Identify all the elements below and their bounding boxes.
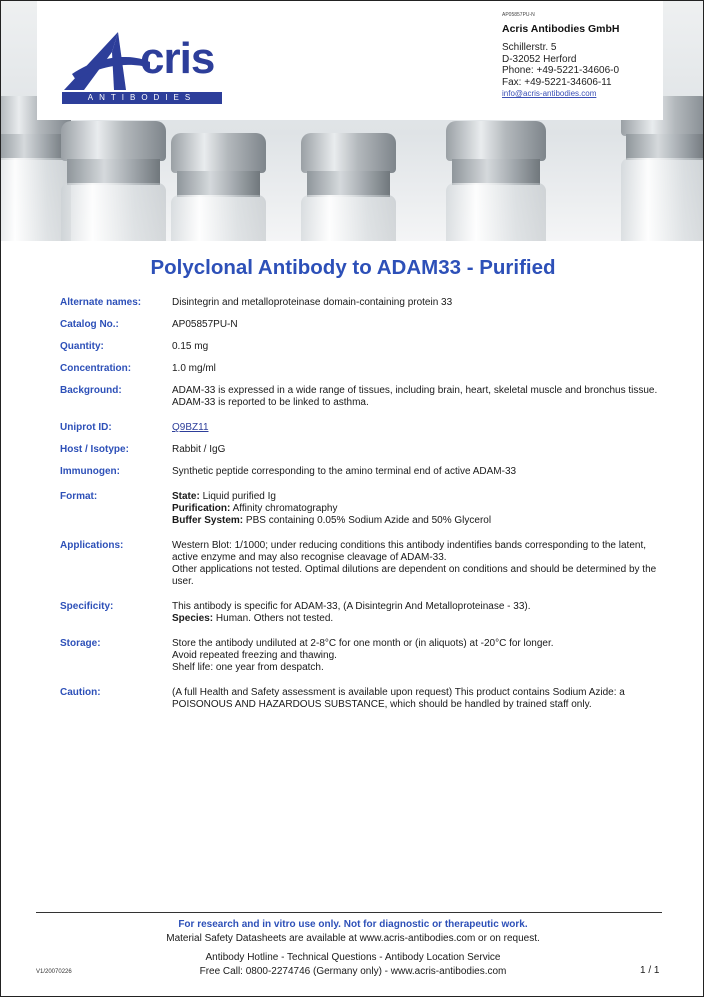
format-purification-key: Purification: (172, 503, 231, 514)
storage-line: Avoid repeated freezing and thawing. (172, 650, 337, 661)
company-block (502, 12, 672, 98)
field-caution (60, 687, 665, 711)
company-name: Acris Antibodies GmbH (502, 23, 620, 35)
format-buffer-key: Buffer System: (172, 515, 244, 526)
field-quantity (60, 341, 665, 353)
field-host (60, 444, 665, 456)
page-number: 1 / 1 (640, 965, 660, 976)
field-value: Disintegrin and metalloproteinase domain-containing protein 33 (172, 297, 453, 308)
field-uniprot (60, 422, 665, 434)
field-label: Applications: (60, 540, 124, 551)
field-label: Catalog No.: (60, 319, 119, 330)
field-label: Format: (60, 491, 98, 502)
free-call-text: Free Call: 0800-2274746 (Germany only) - www.acris-antibodies.com (199, 966, 507, 977)
uniprot-link[interactable]: Q9BZ11 (172, 422, 209, 433)
field-format (60, 491, 665, 527)
address-line: D-32052 Herford (502, 53, 577, 65)
phone-line: Phone: +49-5221-34606-0 (502, 65, 620, 76)
applications-line: Western Blot: 1/1000; under reducing conditions this antibody indentifies bands corresponding to the latent, active enzyme and may also recognise cleavage of ADAM-33. (172, 540, 647, 563)
species-key: Species: (172, 613, 214, 624)
field-immunogen (60, 466, 665, 478)
field-value: Synthetic peptide corresponding to the amino terminal end of active ADAM-33 (172, 466, 517, 477)
fax-line: Fax: +49-5221-34606-11 (502, 76, 612, 88)
logo-a-mark-icon (62, 24, 152, 94)
field-value: 1.0 mg/ml (172, 363, 216, 374)
field-applications (60, 540, 665, 588)
field-label: Immunogen: (60, 466, 120, 477)
footer-divider (36, 912, 662, 913)
field-value: 0.15 mg (172, 341, 209, 352)
field-label: Specificity: (60, 601, 114, 612)
field-value: ADAM-33 is expressed in a wide range of tissues, including brain, heart, skeletal muscle and bronchus tissue. ADAM-33 is reported to be linked to asthma. (172, 385, 658, 408)
field-label: Uniprot ID: (60, 422, 112, 433)
applications-line: Other applications not tested. Optimal dilutions are dependent on conditions and should be determined by the user. (172, 564, 657, 587)
field-value: AP05857PU-N (172, 319, 238, 330)
field-label: Alternate names: (60, 297, 142, 308)
catalog-ref: AP05857PU-N (502, 12, 535, 18)
field-storage (60, 638, 665, 674)
version-code: V1/20070226 (36, 969, 72, 975)
field-label: Host / Isotype: (60, 444, 129, 455)
research-use-notice: For research and in vitro use only. Not for diagnostic or therapeutic work. (178, 919, 528, 930)
field-background (60, 385, 665, 409)
specificity-line: This antibody is specific for ADAM-33, (A Disintegrin And Metalloproteinase - 33). (172, 601, 531, 612)
acris-logo (62, 24, 222, 104)
msds-notice: Material Safety Datasheets are available at www.acris-antibodies.com or on request. (166, 933, 540, 944)
format-state-key: State: (172, 491, 200, 502)
field-label: Storage: (60, 638, 101, 649)
field-label: Caution: (60, 687, 101, 698)
field-concentration (60, 363, 665, 375)
field-label: Background: (60, 385, 122, 396)
format-purification-value: Affinity chromatography (230, 503, 338, 514)
logo-wordmark: cris (140, 34, 215, 83)
email-link[interactable]: info@acris-antibodies.com (502, 89, 597, 98)
field-catalog (60, 319, 665, 331)
address-line: Schillerstr. 5 (502, 42, 557, 53)
field-value: Rabbit / IgG (172, 444, 226, 455)
page-title: Polyclonal Antibody to ADAM33 - Purified (150, 256, 556, 279)
format-state-value: Liquid purified Ig (199, 491, 276, 502)
field-specificity (60, 601, 665, 625)
storage-line: Shelf life: one year from despatch. (172, 662, 324, 673)
storage-line: Store the antibody undiluted at 2-8°C for one month or (in aliquots) at -20°C for longer. (172, 638, 554, 649)
field-label: Concentration: (60, 363, 132, 374)
field-alternate-names (60, 297, 665, 309)
hotline-text: Antibody Hotline - Technical Questions - Antibody Location Service (205, 952, 501, 963)
datasheet-fields (60, 297, 665, 717)
species-value: Human. Others not tested. (213, 613, 334, 624)
format-buffer-value: PBS containing 0.05% Sodium Azide and 50% Glycerol (243, 515, 492, 526)
field-value: (A full Health and Safety assessment is available upon request) This product contains Sodium Azide: a POISONOUS AND HAZARDOUS SUBSTANCE, which should be handled by trained staff only. (172, 687, 625, 710)
logo-strip: ANTIBODIES (62, 92, 222, 104)
field-label: Quantity: (60, 341, 104, 352)
